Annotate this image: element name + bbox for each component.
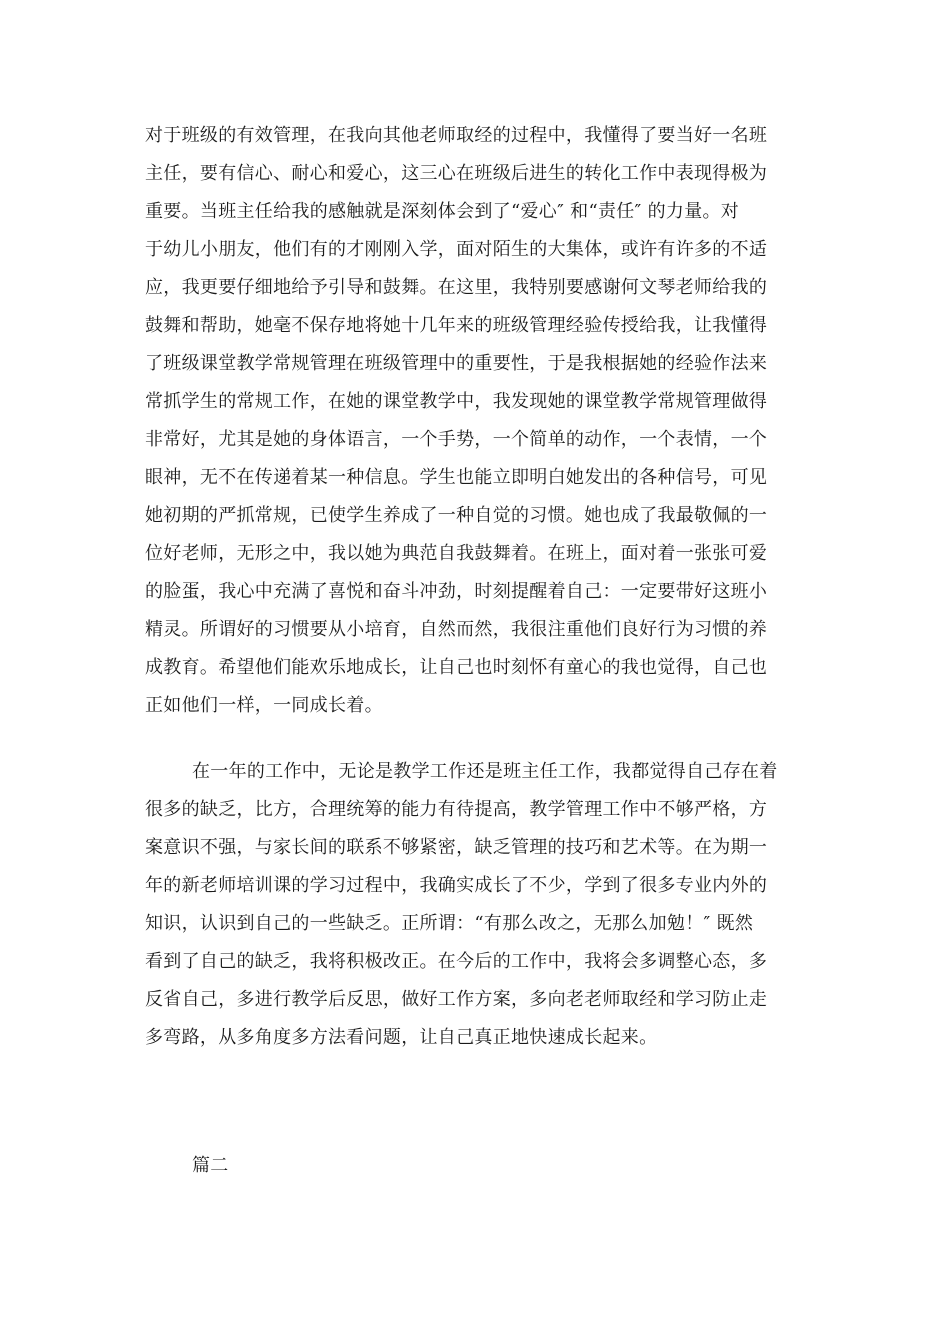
paragraph-line: 非常好，尤其是她的身体语言，一个手势，一个简单的动作，一个表情，一个 [145, 429, 768, 450]
paragraph-line: 了班级课堂教学常规管理在班级管理中的重要性，于是我根据她的经验作法来 [145, 353, 768, 374]
paragraph-line: 应，我更要仔细地给予引导和鼓舞。在这里，我特别要感谢何文琴老师给我的 [145, 277, 768, 298]
paragraph-line: 正如他们一样，一同成长着。 [145, 695, 383, 716]
paragraph-line: 对于班级的有效管理，在我向其他老师取经的过程中，我懂得了要当好一名班 [145, 125, 768, 146]
paragraph-line: 位好老师，无形之中，我以她为典范自我鼓舞着。在班上，面对着一张张可爱 [145, 543, 768, 564]
paragraph-line: 的脸蛋，我心中充满了喜悦和奋斗冲劲，时刻提醒着自己：一定要带好这班小 [145, 581, 768, 602]
paragraph-line: 在一年的工作中，无论是教学工作还是班主任工作，我都觉得自己存在着 [192, 761, 778, 782]
paragraph-line: 知识，认识到自己的一些缺乏。正所谓：“有那么改之，无那么加勉！″ 既然 [145, 913, 754, 934]
paragraph-line: 很多的缺乏，比方，合理统筹的能力有待提高，教学管理工作中不够严格，方 [145, 799, 768, 820]
paragraph-line: 鼓舞和帮助，她毫不保存地将她十几年来的班级管理经验传授给我，让我懂得 [145, 315, 768, 336]
section-heading: 篇二 [192, 1155, 229, 1176]
paragraph-line: 看到了自己的缺乏，我将积极改正。在今后的工作中，我将会多调整心态，多 [145, 951, 768, 972]
paragraph-line: 年的新老师培训课的学习过程中，我确实成长了不少，学到了很多专业内外的 [145, 875, 768, 896]
paragraph-line: 精灵。所谓好的习惯要从小培育，自然而然，我很注重他们良好行为习惯的养 [145, 619, 768, 640]
paragraph-line: 于幼儿小朋友，他们有的才刚刚入学，面对陌生的大集体，或许有许多的不适 [145, 239, 768, 260]
paragraph-line: 反省自己，多进行教学后反思，做好工作方案，多向老老师取经和学习防止走 [145, 989, 768, 1010]
paragraph-line: 常抓学生的常规工作，在她的课堂教学中，我发现她的课堂教学常规管理做得 [145, 391, 768, 412]
paragraph-line: 案意识不强，与家长间的联系不够紧密，缺乏管理的技巧和艺术等。在为期一 [145, 837, 768, 858]
paragraph-line: 多弯路，从多角度多方法看问题，让自己真正地快速成长起来。 [145, 1027, 658, 1048]
paragraph-line: 主任，要有信心、耐心和爱心，这三心在班级后进生的转化工作中表现得极为 [145, 163, 768, 184]
paragraph-line: 重要。当班主任给我的感触就是深刻体会到了“爱心″ 和“责任″ 的力量。对 [145, 201, 740, 222]
paragraph-line: 她初期的严抓常规，已使学生养成了一种自觉的习惯。她也成了我最敬佩的一 [145, 505, 768, 526]
paragraph-line: 眼神，无不在传递着某一种信息。学生也能立即明白她发出的各种信号，可见 [145, 467, 768, 488]
paragraph-line: 成教育。希望他们能欢乐地成长，让自己也时刻怀有童心的我也觉得，自己也 [145, 657, 768, 678]
